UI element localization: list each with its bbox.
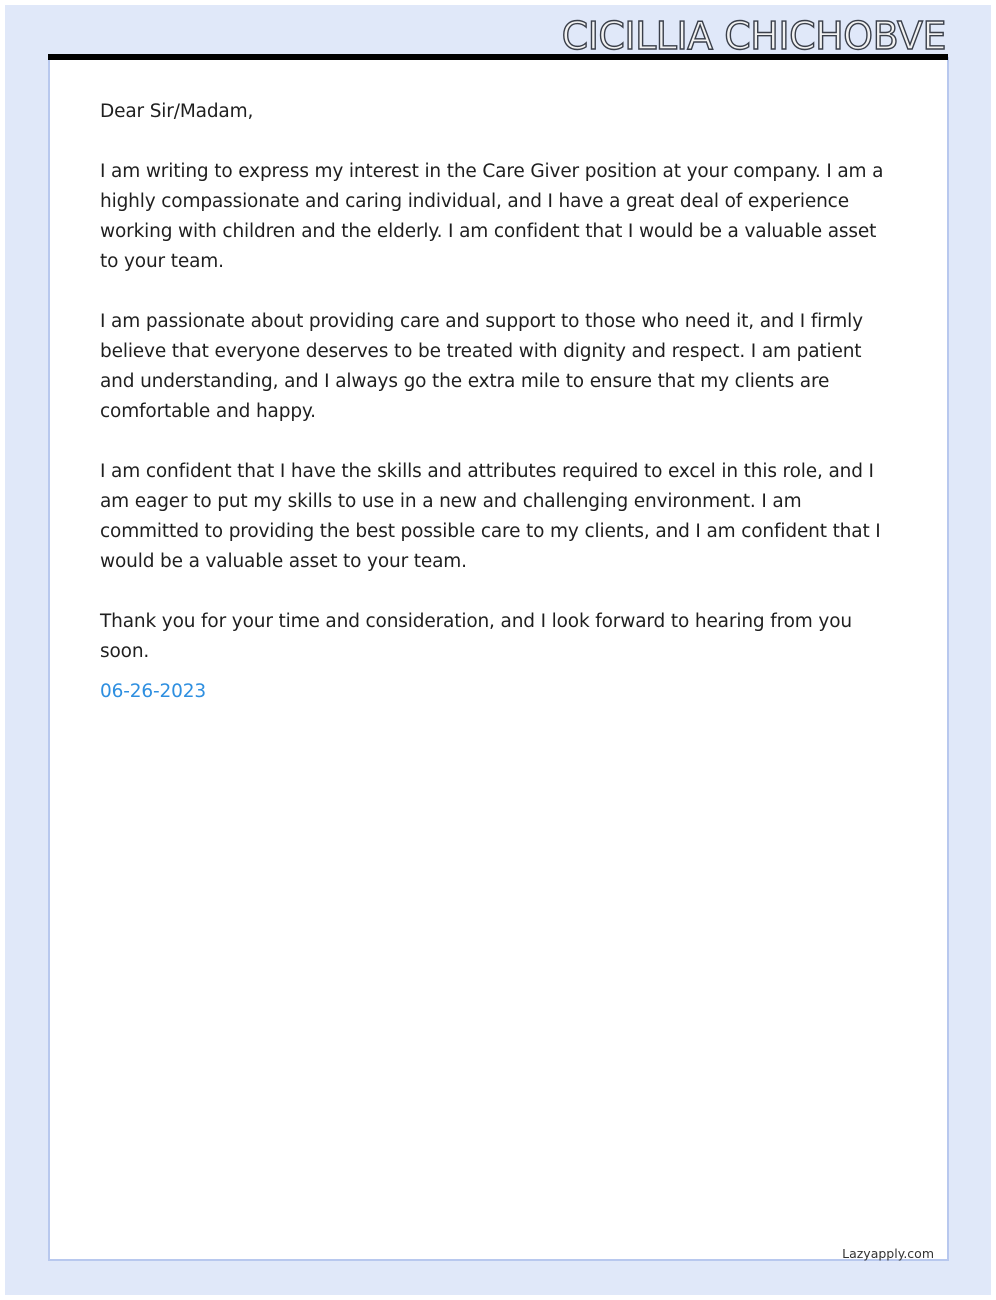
letter-date: 06-26-2023: [100, 681, 207, 702]
applicant-name: CICILLIA CHICHOBVE: [561, 14, 946, 58]
closing-paragraph: Thank you for your time and consideration, and I look forward to hearing from you soon.: [100, 611, 852, 662]
salutation: Dear Sir/Madam,: [100, 101, 254, 122]
paragraph-3: I am confident that I have the skills and attributes required to excel in this role, and I am eager to put my skills to use in a new and challenging environment. I am committed to providing the best possible care to my clients, and I am confident that I would be a valuable asset to your team.: [100, 461, 881, 572]
footer-brand: Lazyapply.com: [842, 1246, 934, 1261]
paragraph-1: I am writing to express my interest in the Care Giver position at your company. I am a highly compassionate and caring individual, and I have a great deal of experience working with children and the elderly. I am confident that I would be a valuable asset to your team.: [100, 161, 884, 272]
paragraph-2: I am passionate about providing care and support to those who need it, and I firmly believe that everyone deserves to be treated with dignity and respect. I am patient and understanding, and I always go the extra mile to ensure that my clients are comfortable and happy.: [100, 311, 863, 422]
letter-body: [100, 97, 900, 707]
